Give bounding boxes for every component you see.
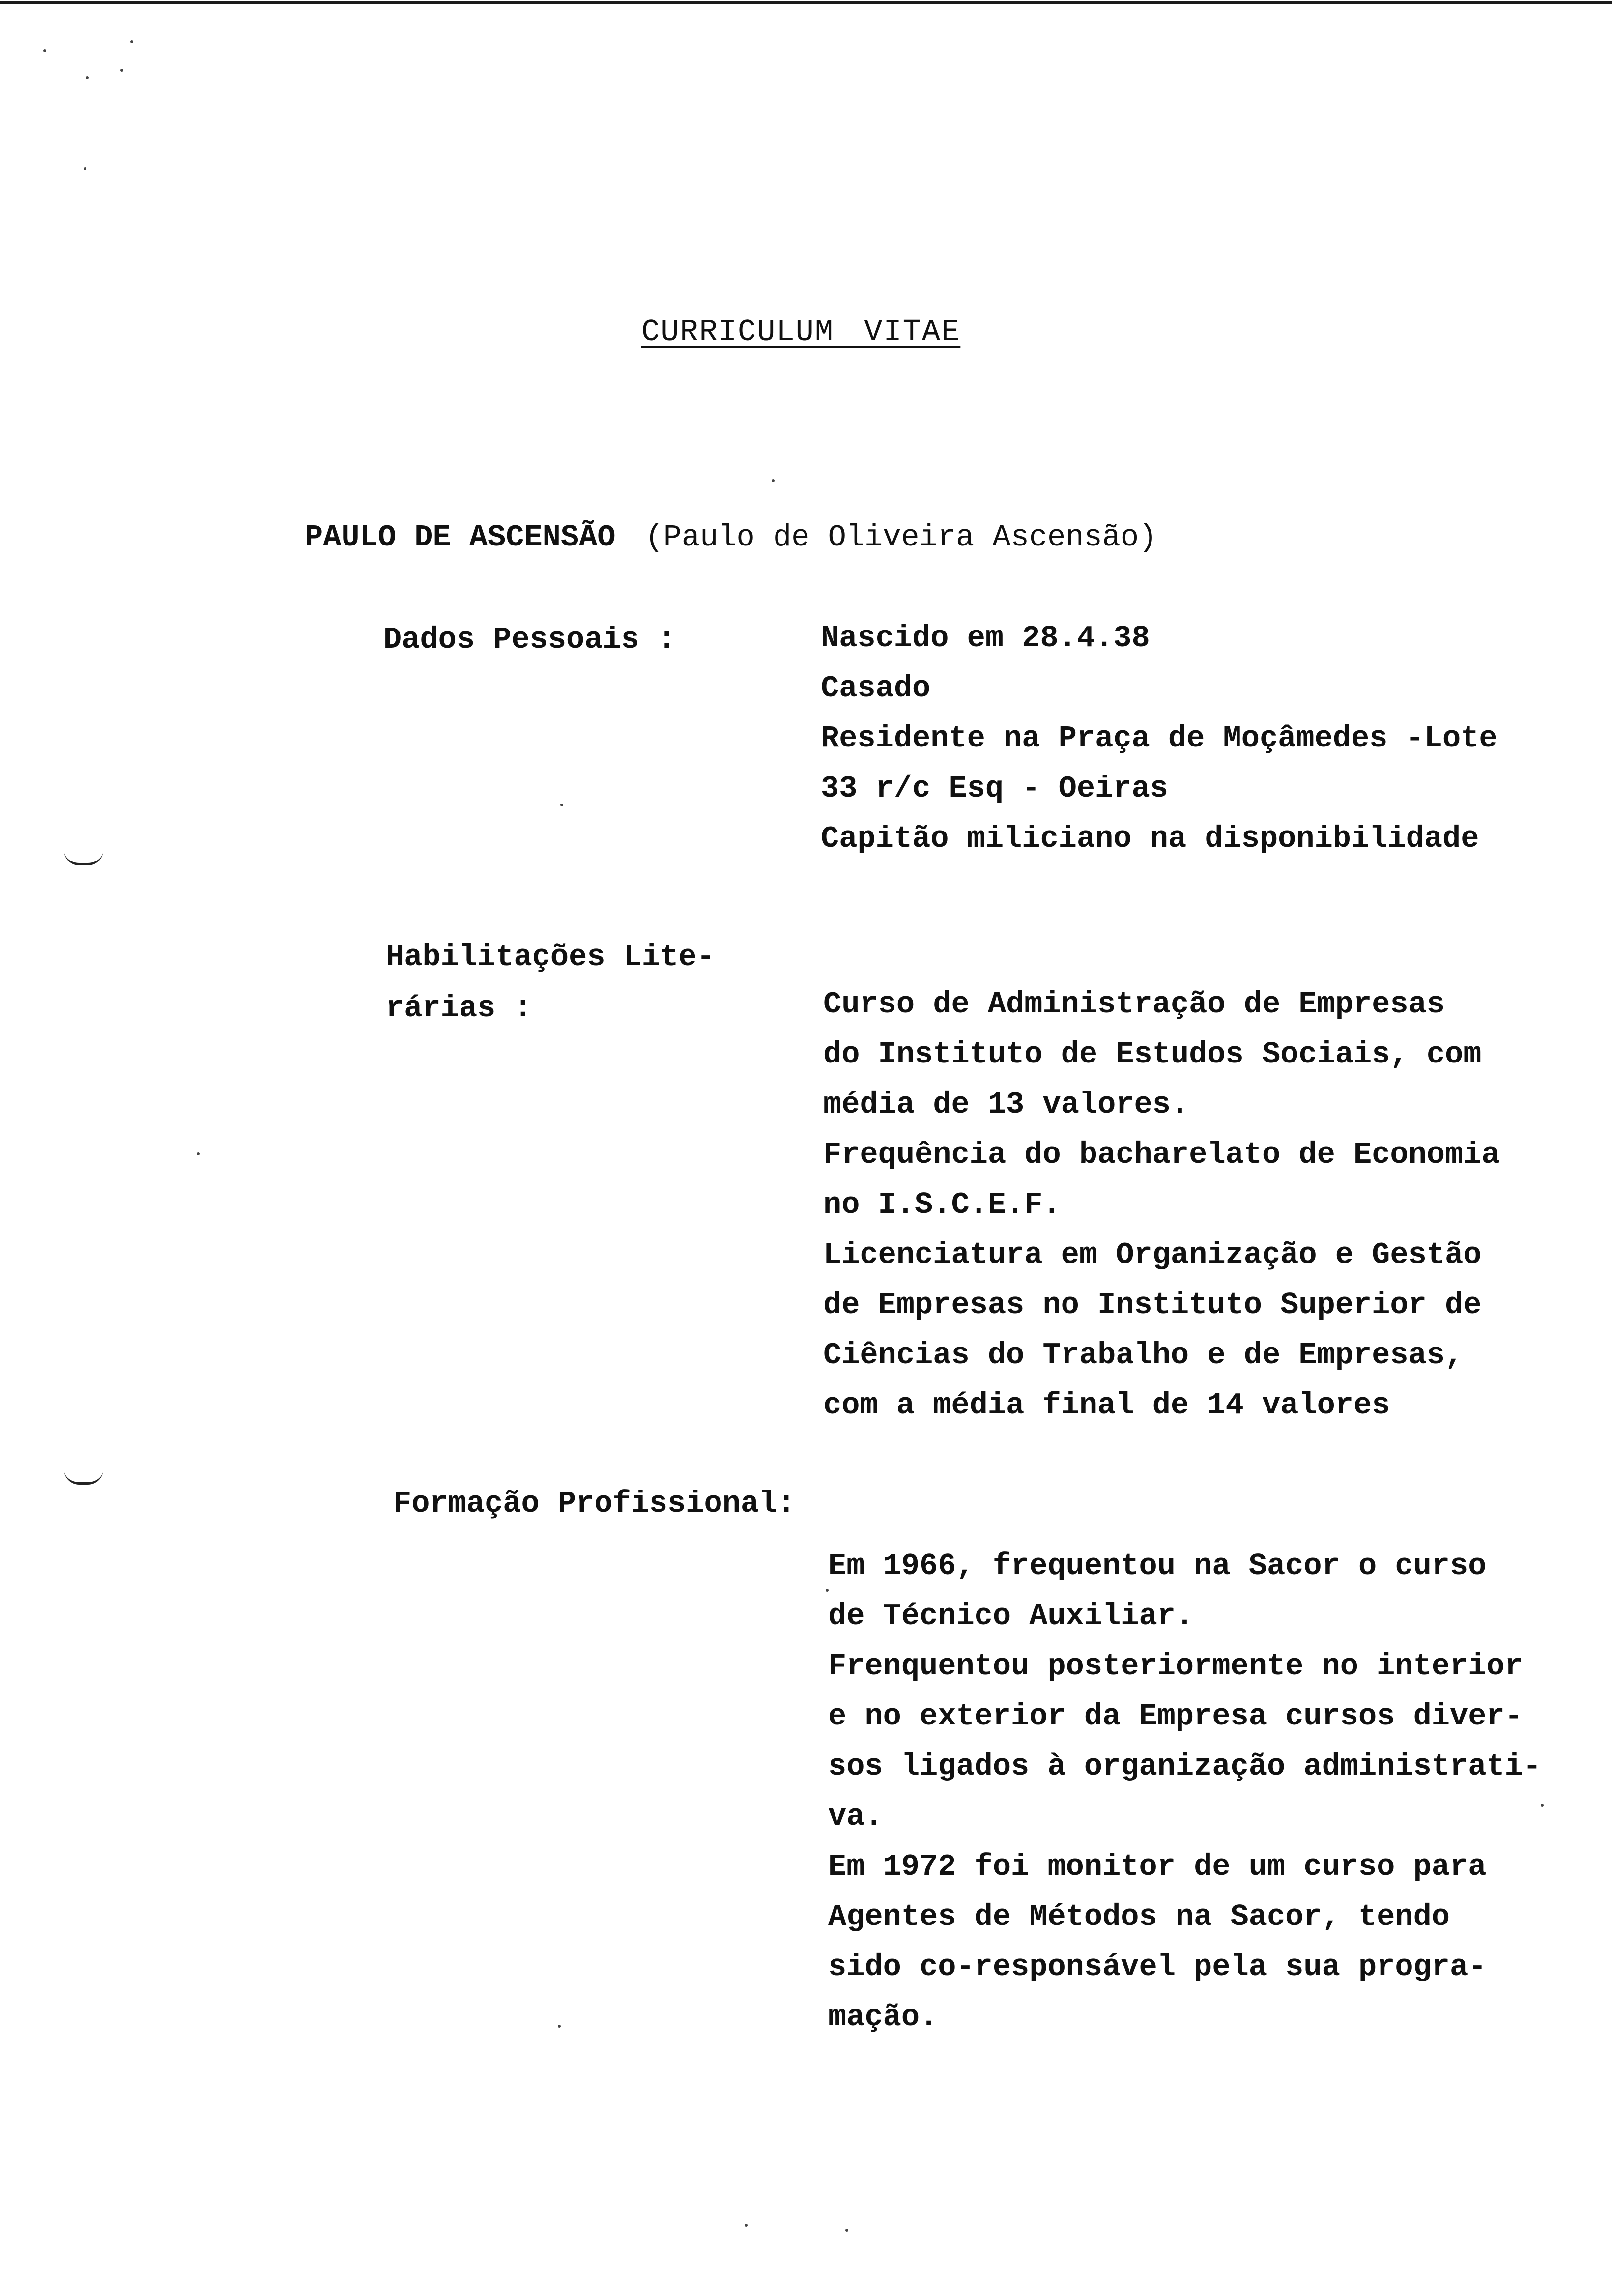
content-line: Licenciatura em Organização e Gestão [823, 1237, 1482, 1272]
section-label-professional-training [393, 1478, 796, 1529]
scan-speck [84, 167, 86, 170]
content-line: Casado [821, 671, 931, 706]
content-line: média de 13 valores. [823, 1087, 1189, 1122]
content-line: Frequência do bacharelato de Economia [823, 1137, 1500, 1172]
scan-speck [43, 49, 46, 52]
scan-speck [130, 40, 133, 43]
scan-top-edge [0, 1, 1612, 4]
content-line: e no exterior da Empresa cursos diver- [828, 1699, 1523, 1734]
scan-speck [558, 2025, 561, 2028]
section-label-line: Formação Profissional: [393, 1486, 796, 1521]
punch-hole-mark [64, 850, 103, 865]
content-line: com a média final de 14 valores [823, 1388, 1390, 1423]
content-line: sido co-responsável pela sua progra- [828, 1950, 1487, 1984]
section-label-education [386, 932, 715, 1034]
content-line: Em 1972 foi monitor de um curso para [828, 1849, 1487, 1884]
content-line: Capitão miliciano na disponibilidade [821, 821, 1479, 856]
content-line: de Técnico Auxiliar. [828, 1599, 1194, 1634]
content-line: sos ligados à organização administrati- [828, 1749, 1542, 1784]
content-line: do Instituto de Estudos Sociais, com [823, 1037, 1482, 1072]
scan-speck [120, 69, 123, 72]
section-content-education [823, 979, 1500, 1431]
scan-speck [826, 1589, 829, 1592]
content-line: va. [828, 1799, 883, 1834]
content-line: Agentes de Métodos na Sacor, tendo [828, 1899, 1450, 1934]
scan-speck [745, 2224, 748, 2227]
scan-speck [86, 76, 89, 79]
document-title: CURRICULUM VITAE [641, 315, 961, 349]
scan-speck [845, 2229, 848, 2232]
candidate-full-name: (Paulo de Oliveira Ascensão) [645, 520, 1157, 555]
section-content-personal-data [821, 613, 1497, 864]
section-label-personal-data [383, 614, 676, 665]
content-line: Frenquentou posteriormente no interior [828, 1649, 1523, 1684]
content-line: Ciências do Trabalho e de Empresas, [823, 1338, 1464, 1373]
scan-speck [1541, 1804, 1544, 1807]
content-line: no I.S.C.E.F. [823, 1187, 1061, 1222]
content-line: Residente na Praça de Moçâmedes -Lote [821, 721, 1497, 756]
section-label-line: Habilitações Lite- [386, 940, 715, 975]
scan-speck [772, 479, 775, 482]
section-content-professional-training [828, 1541, 1541, 2042]
scan-speck [560, 804, 563, 806]
content-line: Nascido em 28.4.38 [821, 621, 1150, 656]
section-label-line: Dados Pessoais : [383, 622, 676, 657]
punch-hole-mark [64, 1469, 103, 1485]
content-line: mação. [828, 2000, 938, 2035]
candidate-name: PAULO DE ASCENSÃO [305, 520, 616, 555]
scan-speck [197, 1152, 200, 1155]
content-line: Curso de Administração de Empresas [823, 987, 1445, 1022]
content-line: Em 1966, frequentou na Sacor o curso [828, 1549, 1487, 1583]
section-label-line: rárias : [386, 991, 532, 1026]
content-line: de Empresas no Instituto Superior de [823, 1288, 1482, 1322]
candidate-name-line [305, 520, 1157, 555]
content-line: 33 r/c Esq - Oeiras [821, 771, 1168, 806]
